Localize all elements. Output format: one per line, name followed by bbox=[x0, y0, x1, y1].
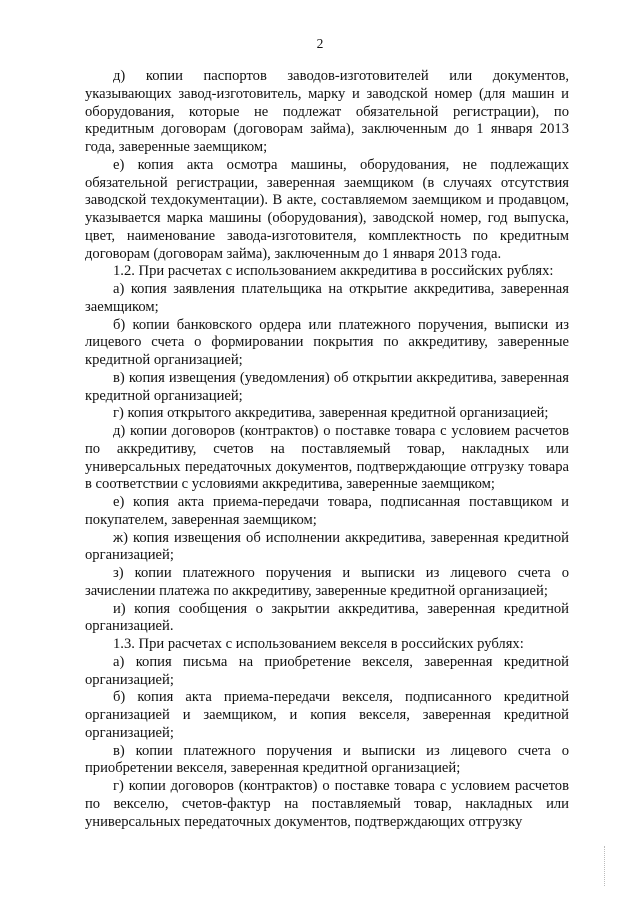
page-number: 2 bbox=[316, 36, 324, 51]
section-heading-1-2: 1.2. При расчетах с использованием аккредитива в российских рублях: bbox=[113, 263, 554, 280]
paragraph-item-v-bill-payment: в) копии платежного поручения и выписки из лицевого счета о приобретении векселя, заверенная кредитной организацией; bbox=[85, 742, 569, 777]
paragraph-item-i-closing-message: и) копия сообщения о закрытии аккредитива, заверенная кредитной организацией. bbox=[85, 600, 569, 635]
paragraph-item-d-contracts: д) копии договоров (контрактов) о поставке товара с условием расчетов по аккредитиву, счетов на поставляемый товар, накладных или универсальных передаточных документов, подтверждающие отгрузку товара в соответствии с условиями аккредитива, заверенные заемщиком; bbox=[85, 423, 569, 493]
paragraph-item-e-inspection-act: е) копия акта осмотра машины, оборудования, не подлежащих обязательной регистрации, заверенная заемщиком (в случаях отсутствия заводской техдокументации). В акте, составляемом заемщиком и продавцом, указывается марка машины (оборудования), заводской номер, год выпуска, цвет, наименование завода-изготовителя, комплектность по кредитным договорам (договорам займа), заключенным до 1 января 2013 года. bbox=[85, 156, 569, 262]
scan-edge-mark bbox=[604, 846, 606, 886]
section-heading-1-3: 1.3. При расчетах с использованием векселя в российских рублях: bbox=[113, 636, 524, 652]
paragraph-item-v-notice: в) копия извещения (уведомления) об открытии аккредитива, заверенная кредитной организацией; bbox=[85, 369, 569, 404]
paragraph-item-g-open-letter-of-credit: г) копия открытого аккредитива, заверенная кредитной организацией; bbox=[113, 405, 549, 422]
paragraph-item-g-bill-contracts: г) копии договоров (контрактов) о поставке товара с условием расчетов по векселю, счетов-фактур на поставляемый товар, накладных или универсальных передаточных документов, подтверждающих отгрузку bbox=[85, 778, 569, 830]
paragraph-item-zh-execution-notice: ж) копия извещения об исполнении аккредитива, заверенная кредитной организацией; bbox=[85, 529, 569, 564]
document-body bbox=[85, 68, 569, 831]
paragraph-item-z-payment-order: з) копии платежного поручения и выписки из лицевого счета о зачислении платежа по аккредитиву, заверенные кредитной организацией; bbox=[85, 565, 569, 599]
paragraph-item-b-bill-transfer-act: б) копия акта приема-передачи векселя, подписанного кредитной организацией и заемщиком, и копия векселя, заверенная кредитной организацией; bbox=[85, 689, 569, 741]
paragraph-item-e-transfer-act: е) копия акта приема-передачи товара, подписанная поставщиком и покупателем, заверенная заемщиком; bbox=[85, 494, 569, 528]
paragraph-item-b-bank-order: б) копии банковского ордера или платежного поручения, выписки из лицевого счета о формировании покрытия по аккредитиву, заверенные кредитной организацией; bbox=[85, 316, 569, 368]
paragraph-item-a-application: а) копия заявления плательщика на открытие аккредитива, заверенная заемщиком; bbox=[85, 281, 569, 315]
paragraph-item-d-passports: д) копии паспортов заводов-изготовителей или документов, указывающих завод-изготовитель, марку и заводской номер (для машин и оборудования, которые не подлежат обязательной регистрации), по кредитным договорам (договорам займа), заключенным до 1 января 2013 года, заверенные заемщиком; bbox=[85, 68, 569, 155]
paragraph-item-a-bill-letter: а) копия письма на приобретение векселя, заверенная кредитной организацией; bbox=[85, 653, 569, 688]
